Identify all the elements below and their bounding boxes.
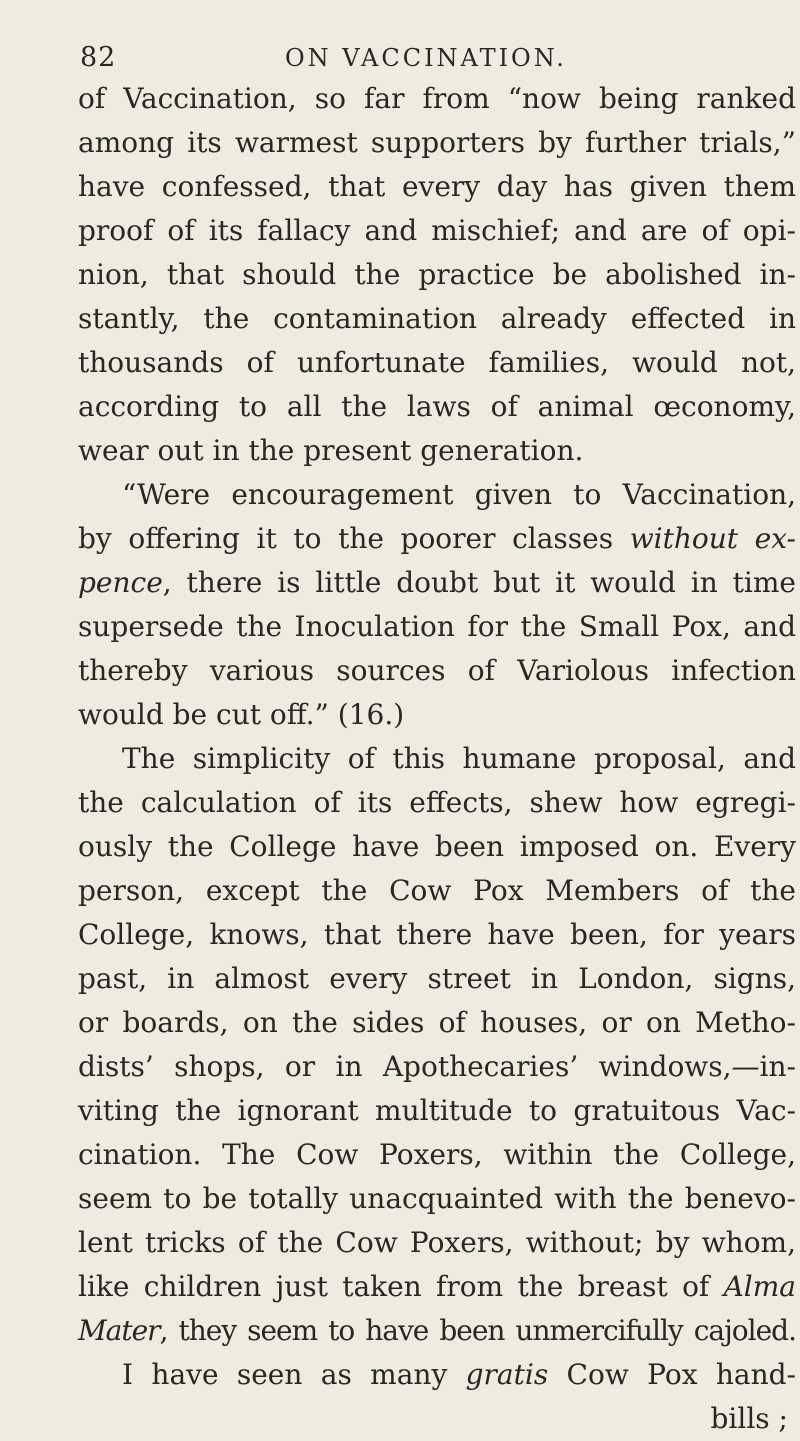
italic-text: pence (78, 566, 163, 599)
italic-text: Mater (78, 1314, 160, 1347)
text-line: seem to be totally unacquainted with the benevo- (78, 1182, 796, 1215)
text-line: among its warmest supporters by further trials,” (78, 126, 796, 159)
text-line (78, 517, 796, 561)
text-line: the calculation of its effects, shew how egregi- (78, 786, 796, 819)
text-line: dists’ shops, or in Apothecaries’ windows,—in- (78, 1050, 796, 1083)
text-line: thousands of unfortunate families, would not, (78, 346, 796, 379)
text-line: person, except the Cow Pox Members of the (78, 874, 796, 907)
text-line: past, in almost every street in London, signs, (78, 962, 796, 995)
text-line: lent tricks of the Cow Poxers, without; by whom, (78, 1226, 796, 1259)
text-line: thereby various sources of Variolous infection (78, 654, 796, 687)
text-line: would be cut off.” (16.) (78, 698, 405, 731)
text-line: according to all the laws of animal œconomy, (78, 390, 796, 423)
running-head: ON VACCINATION. (285, 44, 567, 72)
text-line (78, 1309, 796, 1353)
text-line (78, 1265, 796, 1309)
text-line: “Were encouragement given to Vaccination, (122, 478, 796, 511)
text-line: of Vaccination, so far from “now being ranked (78, 82, 796, 115)
italic-text: gratis (465, 1358, 549, 1391)
text-line: College, knows, that there have been, for years (78, 918, 796, 951)
text-line: ously the College have been imposed on. Every (78, 830, 796, 863)
text-line: proof of its fallacy and mischief; and are of opi- (78, 214, 796, 247)
text-line (78, 561, 796, 605)
text-run: Cow Pox hand- (548, 1358, 796, 1391)
text-line: viting the ignorant multitude to gratuitous Vac- (78, 1094, 796, 1127)
text-line: nion, that should the practice be abolished in- (78, 258, 796, 291)
text-line: The simplicity of this humane proposal, and (122, 742, 796, 775)
text-line: cination. The Cow Poxers, within the College, (78, 1138, 796, 1171)
body-text (78, 77, 796, 1441)
catchword: bills ; (710, 1402, 788, 1435)
page-number: 82 (80, 42, 117, 73)
italic-text: without ex- (629, 522, 796, 555)
text-run: I have seen as many (122, 1358, 466, 1391)
text-line (78, 1353, 796, 1397)
text-run: , there is little doubt but it would in time (162, 566, 796, 599)
text-line: wear out in the present generation. (78, 434, 584, 467)
text-line: stantly, the contamination already effected in (78, 302, 796, 335)
text-line: supersede the Inoculation for the Small Pox, and (78, 610, 796, 643)
text-run: by offering it to the poorer classes (78, 522, 630, 555)
text-run: like children just taken from the breast of (78, 1270, 724, 1303)
text-line: or boards, on the sides of houses, or on Metho- (78, 1006, 796, 1039)
text-run: , they seem to have been unmercifully cajoled. (159, 1314, 796, 1347)
text-line: have confessed, that every day has given them (78, 170, 796, 203)
page-header (80, 42, 800, 82)
italic-text: Alma (723, 1270, 796, 1303)
